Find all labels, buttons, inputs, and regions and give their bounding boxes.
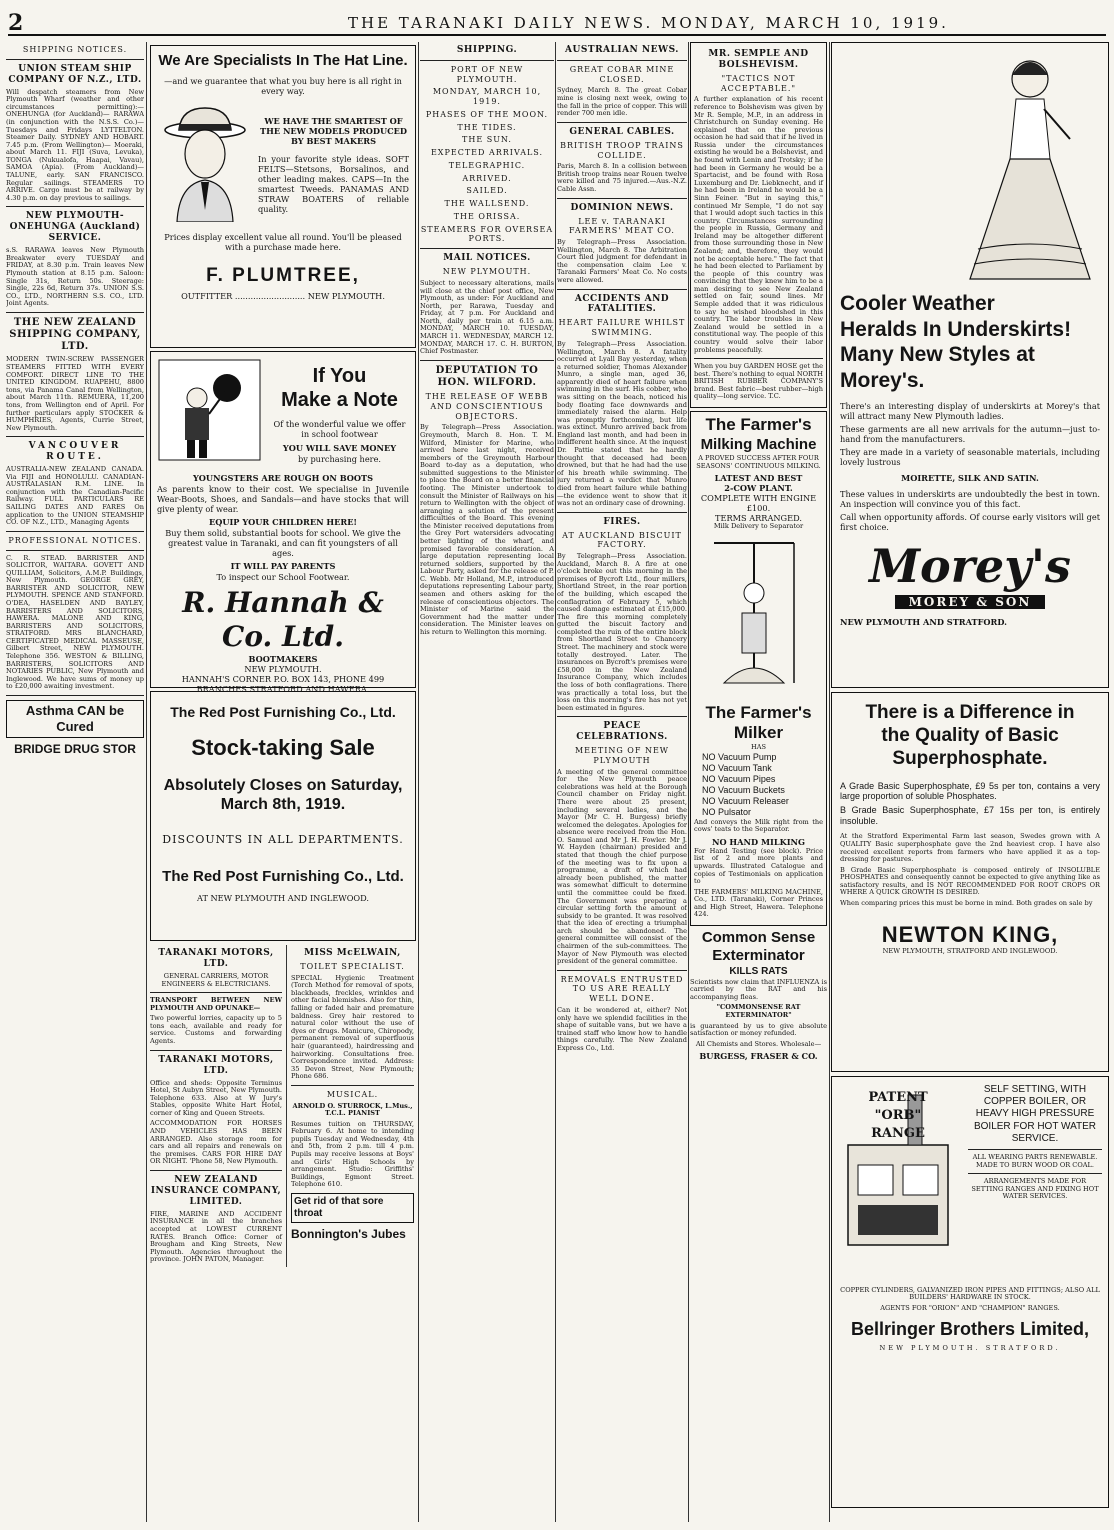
subhead: THE RELEASE OF WEBB AND CONSCIENTIOUS OBJECTORS. (425, 392, 549, 421)
ad-heading: EQUIP YOUR CHILDREN HERE! (208, 516, 358, 527)
subhead: HEART FAILURE WHILST SWIMMING. (558, 318, 686, 338)
ad-body: B Grade Basic Superphosphate, £7 15s per ton, is entirely insoluble. (840, 805, 1100, 827)
ad-body: To inspect our School Footwear. (216, 571, 350, 582)
ad-body: MODERN TWIN-SCREW PASSENGER STEAMERS FITTED WITH EVERY COMFORT. DIRECT LINE TO THE UNITED KINGDOM. RUAPEHU, 8800 tons, via Panama Canal from Wellington, about March 11th. REMUERA, 11,200 tons, from Wellington end of April. For further particulars apply STOCKER & HUMPHRIES, Agents, Currie Street, New Plymouth. (6, 355, 144, 432)
ad-body: Buy them solid, substantial boots for school. We give the greatest value in Taranaki, and can fit youngsters of all ages. (165, 527, 401, 558)
list-item: NO Pulsator (702, 806, 752, 817)
article-body: By Telegraph—Press Association. Wellington, March 8. The Arbitration Court filed judgment for defendant in the compensation claim Lee v. Taranaki Farmers' Meat Co. No costs were allowed. (557, 238, 687, 284)
ad-body: NEW PLYMOUTH. (244, 664, 322, 675)
section-head: GENERAL CABLES. (569, 126, 675, 137)
subhead: REMOVALS ENTRUSTED TO US ARE REALLY WELL DONE. (560, 974, 684, 1004)
subhead: THE ORISSA. (453, 211, 521, 221)
ad-body: All Chemists and Stores. Wholesale— (695, 1039, 822, 1048)
masthead (8, 6, 1106, 36)
section-head: MUSICAL. (326, 1089, 379, 1099)
ad-body: They are made in a variety of seasonable materials, including lovely lustrous (840, 447, 1100, 468)
ad-body: Two powerful lorries, capacity up to 5 tons each, available and ready for service. Customs and forwarding Agents. (150, 1014, 282, 1045)
ad-body: These values in underskirts are undoubtedly the best in town. An inspection will convince you of this fact. (840, 489, 1100, 510)
ad-heading: NO HAND MILKING (711, 836, 806, 847)
ad-body: For Hand Testing (see block). Price list of 2 and more plants and upwards. Illustrated Catalogue and copies of Testimonials on application to (694, 846, 823, 886)
ad-title: The Farmer's (705, 414, 812, 434)
ad-heading: YOUNGSTERS ARE ROUGH ON BOOTS (192, 472, 374, 483)
ad-heading: ARNOLD O. STURROCK, L.Mus., T.C.L. PIANIST (292, 1101, 413, 1118)
column-semple-farmers (690, 42, 827, 1522)
ad-body: FIRE, MARINE AND ACCIDENT INSURANCE in all the branches accepted at LOWEST CURRENT RATES. Branch Office: Corner of Brougham and King Streets, New Plymouth. Agencies throughout the province. JOHN PATON, Manager. (150, 1209, 282, 1264)
milker-feature-list (694, 752, 823, 818)
column-shipping-notices (6, 42, 144, 1522)
ad-footer: NEW PLYMOUTH. STRATFORD. (879, 1343, 1061, 1352)
ad-body: B Grade Basic Superphosphate is composed entirely of INSOLUBLE PHOSPHATES and consequently cannot be expected to give anything like as satisfactory results, and IS NOT RECOMMENDED FOR ROOT CROPS OR WHERE A QUICK GROWTH IS DESIRED. (840, 865, 1100, 897)
ad-body: When comparing prices this must be borne in mind. Both grades on sale by (840, 899, 1093, 908)
ad-body: Scientists now claim that INFLUENZA is carried by the RAT and his accompanying fleas. (690, 977, 827, 1001)
ad-heading: "COMMONSENSE RAT EXTERMINATOR" (716, 1003, 801, 1020)
article-body: Subject to necessary alterations, mails will close at the chief post office, New Plymouth, as under: For Auckland and North, per Rarawa, Tuesday and Friday, at 7 p.m. For Auckland and North, daily per train at 6.15 a.m. MONDAY, MARCH 10. TUESDAY, MARCH 11. WEDNESDAY, MARCH 12. MONDAY, MARCH 17. C. H. BURTON, Chief Postmaster. (420, 278, 554, 356)
ad-heading: Absolutely Closes on Saturday, (163, 776, 403, 794)
ad-title: Morey's. (840, 368, 925, 392)
column-shipping-news (420, 42, 554, 1522)
ad-body: Call when opportunity affords. Of course early visitors will get first choice. (840, 512, 1100, 533)
ad-body: ARRANGEMENTS MADE FOR SETTING RANGES AND FIXING HOT WATER SERVICES. (971, 1177, 1099, 1201)
ad-body: SPECIAL Hygienic Treatment (Torch Method for removal of spots, blackheads, freckles, wrinkles and other facial blemishes. Also for thin, falling or faded hair and premature baldness. Grey hair restored to natural color without the use of dyes or drugs. Manicure, Chiropody, permanent removal of superfluous hair (guaranteed), hairdressing and hairworking. Consultations free. Correspondence invited. Address: 35 Devon Street, New Plymouth; Phone 686. (291, 973, 414, 1081)
moreys-logo: Morey's (869, 539, 1071, 594)
ad-title: Bonnington's Jubes (291, 1227, 406, 1242)
orb-label: PATENT "ORB" RANGE (868, 1090, 928, 1142)
article-body: A meeting of the general committee for the New Plymouth peace celebrations was held at the Borough Council chamber on Friday night. There were about 25 present, including several ladies, and the Mayor (Mr C. H. Burgess) briefly welcomed the delegates. Apologies for absence were received from the Hon. O. Samuel and Mr J. H. Fowler. Mr J. W. Hayden (chairman) presided and stated that though the chief purpose of the meeting was to fix upon a programme, a draft of which had already been published, the matter was somewhat difficult to determine until the committee could be fixed. The Government was preparing a circular setting forth the amount of subsidy to be granted. It was resolved that the idea of erecting a triumphal arch should be abandoned. The general committee will consist of the chairmen of the sub-committees. The Mayor of New Plymouth was elected president of the general committee. (557, 767, 687, 966)
column-rule (829, 42, 830, 1522)
section-head: PEACE CELEBRATIONS. (576, 721, 668, 743)
ad-title: Get rid of that sore throat (291, 1193, 414, 1223)
ad-heading: YOU WILL SAVE MONEY (282, 442, 397, 453)
milking-machine-ad (690, 411, 827, 926)
ad-heading: MOIRETTE, SILK AND SATIN. (901, 473, 1039, 484)
boy-writing-illustration (157, 358, 262, 462)
taranaki-motors-ad (150, 945, 282, 1267)
article-body: By Telegraph—Press Association. Wellington, March 8. A fatality occurred at Lyall Bay yesterday, when a returned soldier, Thomas Alexander Munro, a single man, aged 36, apparently died of heart failure when swimming in the surf. His cobber, who was sitting on the beach, noticed his body floating face downwards and immediately raised the alarm. Help was promptly forthcoming, but life was extinct. Munro arrived back from England last month, and had been in indifferent health since. At the inquest Dr. Pattie stated that he hardly thought that deceased had been drowned, but that he had had the use of his breath while swimming. The jury returned a verdict that Munro died from heart failure while bathing—the evidence went to show that it was not an ordinary case of drowning. (557, 339, 687, 508)
column-rule (688, 42, 689, 1522)
subhead: NEW PLYMOUTH. (442, 267, 532, 277)
ad-body: In your favorite style ideas. SOFT FELTS—Stetsons, Borsalinos, and other leading makes. CAPS—In the smartest Tweeds. PANAMAS AND STRAW BOATERS of reliable quality. (258, 154, 409, 215)
subhead: GREAT COBAR MINE CLOSED. (569, 64, 675, 84)
ad-body: Prices display excellent value all round. You'll be pleased with a purchase made here. (164, 232, 402, 253)
ad-title: The Farmer's (705, 702, 812, 722)
underskirts-ad (831, 42, 1109, 688)
hat-ad (150, 45, 416, 348)
ad-title: MISS McELWAIN, (304, 948, 401, 958)
ad-heading: TOILET SPECIALIST. (300, 961, 405, 971)
ad-title: THE NEW ZEALAND SHIPPING COMPANY, LTD. (9, 316, 141, 353)
ad-title: Cooler Weather (840, 292, 995, 315)
section-head: DEPUTATION TO HON. WILFORD. (435, 364, 539, 388)
ad-heading: £100. (746, 503, 771, 514)
ad-title: the Quality of Basic (881, 725, 1059, 747)
subhead: BRITISH TROOP TRAINS COLLIDE. (560, 140, 684, 160)
ad-body: AUSTRALIA-NEW ZEALAND CANADA. Via FIJI and HONOLULU. CANADIAN-AUSTRALASIAN R.M. LINE. In conjunction with the Canadian-Pacific Railway. FULL PARTICULARS RE SAILING DATES AND FARES On application to the UNION STEAMSHIP CO. OF N.Z., LTD., Managing Agents (6, 465, 144, 527)
column-rule (146, 42, 147, 1522)
subhead: MONDAY, MARCH 10, 1919. (432, 87, 542, 107)
subhead: PORT OF NEW PLYMOUTH. (450, 64, 524, 84)
article-body: By Telegraph—Press Association. Greymouth, March 8. Hon. T. M. Wilford, Minister for Marine, who arrived here last night, received members of the Greymouth Harbour Board to-day as a deputation, who submitted suggestions to the Minister to place the Board on a better financial footing. The Minister undertook to consult the Minister of Railways on his return to Wellington with the object of arranging a solution of the present difficulties of the Board. This evening the Minister received deputations from the Grey Port watersiders advocating better lighting of the wharf, and promised favorable consideration. A large deputation representing local returned soldiers, supported by the Labour Party, asked for the release of P. C. Webb. Mr Holland, M.P., introduced deputations representing Labour party, seamen and others asking for the release of conscientious objectors. The Minister of Marine said the Government had the matter under consideration. The Minister leaves on his return to Wellington this morning. (420, 423, 554, 636)
ad-body: Of the wonderful value we offer in school footwear (273, 418, 406, 439)
subhead: ARRIVED. (462, 173, 512, 183)
man-in-hat-illustration (157, 102, 252, 222)
section-head: MR. SEMPLE AND BOLSHEVISM. (708, 49, 809, 70)
orb-range-ad (831, 1076, 1109, 1508)
ad-title: We Are Specialists In The Hat Line. (158, 52, 408, 69)
ad-title: TARANAKI MOTORS, LTD. (158, 1054, 274, 1076)
hannah-logo: R. Hannah & Co. Ltd. (182, 585, 384, 653)
school-footwear-ad (150, 351, 416, 695)
ad-footer: NEW PLYMOUTH, STRATFORD AND INGLEWOOD. (882, 947, 1058, 956)
ad-title: The Red Post Furnishing Co., Ltd. (162, 868, 404, 886)
ad-body: by purchasing here. (297, 453, 382, 464)
subhead: THE TIDES. (457, 122, 517, 132)
ad-title: NEW ZEALAND INSURANCE COMPANY, LIMITED. (150, 1174, 282, 1207)
ad-footer: OUTFITTER ........................... NEW PLYMOUTH. (181, 291, 385, 302)
semple-article (690, 42, 827, 408)
ad-heading: DISCOUNTS IN ALL DEPARTMENTS. (162, 832, 404, 846)
subhead: TELEGRAPHIC. (448, 160, 526, 170)
ad-body: At the Stratford Experimental Farm last season, Swedes grown with A QUALITY Basic superphosphate gave the 2nd heaviest crop. I have also received excellent reports from farmers who have applied it as a top-dressing for pastures. (840, 832, 1100, 864)
milking-machine-diagram (694, 533, 823, 703)
subhead: MEETING OF NEW PLYMOUTH (574, 746, 669, 765)
ad-title: Many New Styles at (840, 343, 1035, 367)
subhead: PHASES OF THE MOON. (425, 109, 549, 119)
subhead: EXPECTED ARRIVALS. (430, 148, 544, 158)
list-item: NO Vacuum Pipes (702, 773, 776, 784)
section-head: FIRES. (603, 516, 641, 527)
ad-title: Heralds In Underskirts! (840, 317, 1072, 341)
subhead: SAILED. (466, 186, 508, 196)
ad-heading: KILLS RATS (729, 965, 788, 977)
ad-title: TARANAKI MOTORS, LTD. (158, 948, 274, 969)
ad-title: If You (312, 365, 367, 387)
ad-body: s.S. RARAWA leaves New Plymouth Breakwater every TUESDAY and FRIDAY, at 8.30 p.m. Train leaves New Plymouth station at 8.15 p.m. Saloon: Single 31s, Return 50s. Steerage: Single, 22s 6d, Return 37s. UNION S.S. CO., LTD., NORTHERN S.S. CO., LTD. Joint Agents. (6, 246, 144, 308)
ad-title: Exterminator (712, 947, 805, 965)
article-body: Sydney, March 8. The great Cobar mine is closing next week, owing to the fall in the price of copper. This will render 700 men idle. (557, 86, 687, 118)
ad-title: The Red Post Furnishing Co., Ltd. (170, 704, 396, 720)
ad-body: is guaranteed by us to give absolute satisfaction or money refunded. (690, 1021, 827, 1038)
column-rule (555, 42, 556, 1522)
list-item: NO Vacuum Releaser (702, 795, 789, 806)
subhead: THE SUN. (462, 135, 512, 145)
ad-heading: 2-COW PLANT. (724, 483, 793, 494)
ad-body: When you buy GARDEN HOSE get the best. There's nothing to equal NORTH BRITISH RUBBER COMPANY'S brand. Best fabric—best rubber—high quality—long service. T.C. (694, 362, 823, 401)
list-item: NO Vacuum Buckets (702, 784, 785, 795)
ad-body: There's an interesting display of underskirts at Morey's that will attract many New Plymouth ladies. (840, 401, 1100, 422)
shop-name: F. PLUMTREE, (206, 265, 360, 287)
ad-heading: IT WILL PAY PARENTS (230, 560, 336, 571)
ad-heading: TERMS ARRANGED. (715, 513, 802, 524)
ad-body: These garments are all new arrivals for the autumn—just to-hand from the manufacturers. (840, 424, 1100, 445)
ad-heading: COMPLETE WITH ENGINE (700, 493, 817, 504)
column-display-ads (831, 42, 1109, 1522)
ad-body: GENERAL CARRIERS, MOTOR ENGINEERS & ELECTRICIANS. (161, 971, 271, 988)
ad-body: THE FARMERS' MILKING MACHINE, Co., LTD. (Taranaki), Corner Princes and High Street, Hawera. Telephone 424. (694, 887, 823, 919)
shop-name: NEWTON KING, (881, 921, 1059, 947)
ad-title: Milker (733, 723, 784, 743)
ad-body: BRANCHES STRATFORD AND HAWERA. (196, 684, 370, 695)
section-head: AUSTRALIAN NEWS. (565, 45, 679, 55)
ad-body: Office and sheds: Opposite Terminus Hotel, St Aubyn Street, New Plymouth. Telephone 633. Also at W Jury's Stables, opposite White Hart Hotel, corner of King and Queen Streets. (150, 1078, 282, 1117)
section-head: ACCIDENTS AND FATALITIES. (574, 293, 670, 315)
column-ads (150, 42, 416, 1522)
ad-heading: LATEST AND BEST (714, 473, 803, 484)
ad-body: AGENTS FOR "ORION" AND "CHAMPION" RANGES. (880, 1303, 1060, 1312)
ad-body: HANNAH'S CORNER P.O. BOX 143, PHONE 499 (181, 674, 385, 685)
ad-body: C. R. STEAD. BARRISTER AND SOLICITOR, WAITARA. GOVETT AND QUILLIAM, Solicitors, A.M.P. Buildings, New Plymouth. GEORGE GREY, BARRISTER AND SOLICITOR, NEW PLYMOUTH. SPENCE AND STANFORD. O'DEA, HASELDEN AND BAYLEY, BARRISTERS AND SOLICITORS, HAWERA. MALONE AND KING, BARRISTERS AND SOLICITORS, STRATFORD. MRS BLANCHARD, CERTIFICATED MEDICAL MASSEUSE, Gilbert Street, NEW PLYMOUTH. Telephone 356. WESTON & BILLING, BARRISTERS, SOLICITORS AND NOTARIES PUBLIC, New Plymouth and Inglewood. We have sums of money up to £20,000 awaiting investment. (6, 553, 144, 691)
ad-body: And conveys the Milk right from the cows' teats to the Separator. (694, 817, 823, 834)
section-head: MAIL NOTICES. (443, 253, 531, 264)
section-head: DOMINION NEWS. (570, 202, 674, 213)
lower-ads (150, 945, 416, 1267)
ad-heading: BY BEST MAKERS (291, 136, 376, 147)
ad-title: Make a Note (281, 389, 398, 412)
shop-name: Bellringer Brothers Limited, (850, 1318, 1090, 1339)
mcelwain-ad (286, 945, 414, 1267)
column-rule (418, 42, 419, 1522)
section-head: SHIPPING. (456, 45, 518, 55)
ad-title: Common Sense (701, 928, 816, 946)
section-head: PROFESSIONAL NOTICES. (8, 535, 142, 545)
ad-body: COPPER CYLINDERS, GALVANIZED IRON PIPES AND FITTINGS; ALSO ALL BUILDERS' HARDWARE IN STOCK. (840, 1285, 1100, 1302)
list-item: NO Vacuum Tank (702, 762, 772, 773)
ad-title: Superphosphate. (892, 748, 1048, 770)
subhead: THE WALLSEND. (444, 199, 530, 209)
ad-body: ALL WEARING PARTS RENEWABLE. MADE TO BURN WOOD OR COAL. (972, 1152, 1098, 1169)
section-head: SHIPPING NOTICES. (22, 45, 128, 54)
rat-exterminator-ad (690, 929, 827, 1061)
column-news (557, 42, 687, 1522)
red-post-ad (150, 691, 416, 941)
ad-body: Resumes tuition on THURSDAY, February 6. At home to intending pupils Tuesday and Wednesday, 4th and 5th, from 2 p.m. till 4 p.m. Pupils may receive lessons at Boys' and Girls' High Schools by arrangement. Studio: Griffiths' Buildings, Egmont Street. Telephone 610. (291, 1119, 414, 1189)
ad-title: NEW PLYMOUTH-ONEHUNGA (Auckland) SERVICE. (9, 211, 141, 244)
ad-title: UNION STEAM SHIP COMPANY OF N.Z., LTD. (8, 63, 142, 85)
ad-body: ACCOMMODATION FOR HORSES AND VEHICLES HAS BEEN ARRANGED. Also storage room for cars and all repairs and renewals on the premises. CARS FOR HIRE DAY OR NIGHT. 'Phone 58, New Plymouth. (150, 1119, 282, 1166)
list-item: NO Vacuum Pump (702, 751, 777, 762)
ad-heading: THE NEW MODELS PRODUCED (260, 126, 407, 137)
ad-body: SELF SETTING, WITH COPPER BOILER, OR HEAVY HIGH PRESSURE BOILER FOR HOT WATER SERVICE. (973, 1084, 1097, 1144)
article-body: Can it be wondered at, either? Not only have we splendid facilities in the shape of suitable vans, but we have a trained staff who know how to handle things carefully. The New Zealand Express Co., Ltd. (557, 1005, 687, 1052)
subhead: LEE v. TARANAKI FARMERS' MEAT CO. (569, 216, 675, 236)
article-body: A further explanation of his recent reference to Bolshevism was given by Mr R. Semple, M.P., in an address in Christchurch on Sunday evening. He explained that on the previous occasion he had said that if he lived in Russia under the circumstances existing he would be a Bolshevist, and he found with Lenin and Trotsky; if he had been in Germany he would be a Spartacist, and be found with Rosa Luxemburg and Dr. Liebknecht, and if he had been in Ireland he would be a Sinn Feiner. "But in saying this," continued Mr Semple, "I do not say that I would adopt such tactics in this country. Circumstances surrounding the people in Russia, Germany and Ireland may be altogether different from those surrounding those in New Zealand; and, therefore, they would not be acceptable here." The fact that he had been elected to Parliament by the people of this country was convincing that they knew him to be a man desiring to see New Zealand settled on fair, sound lines. Mr Semple added that it was ridiculous to say he wished bloodshed in this country. The labor troubles in New Zealand would be settled in a constitutional way. The people of this country would solve their labor problems peacefully. (694, 95, 823, 354)
article-body: By Telegraph—Press Association. Auckland, March 8. A fire at one o'clock broke out this morning in the premises of Bycroft Ltd., flour millers, Shortland Street, in the rear portion of the building, which escaped the conflagration of February 5, which caused damage estimated at £15,000. The fire this morning completely gutted the biscuit factory and completed the ruin of the entire block from Shortland Street to Chancery Street. The machinery and stock were totally destroyed. Later. The insurances on Bycroft's premises were £58,000 in the New Zealand Insurance Company, which includes the loss of both conflagrations. There was practically a total loss, but the loss on this morning's fire has not yet been estimated in figures. (557, 552, 687, 712)
subhead: AT AUCKLAND BISCUIT FACTORY. (562, 530, 682, 550)
ad-body: A Grade Basic Superphosphate, £9 5s per ton, contains a very large proportion of soluble Phosphates. (840, 780, 1100, 802)
newspaper-title: THE TARANAKI DAILY NEWS. MONDAY, MARCH 10, 1919. (348, 14, 949, 32)
article-body: Paris, March 8. In a collision between British troop trains near Rouen twelve were killed and 75 injured.—Aus.-N.Z. Cable Assn. (557, 162, 687, 193)
ad-heading: BURGESS, FRASER & CO. (699, 1051, 818, 1062)
ad-body: A PROVED SUCCESS AFTER FOUR SEASONS' CONTINUOUS MILKING. (696, 454, 821, 470)
ad-title: VANCOUVER ROUTE. (28, 441, 122, 463)
ad-body: As parents know to their cost. We specialise in Juvenile Wear-Boots, Shoes, and Sandals—and have stocks that will give plenty of wear. (157, 483, 409, 514)
ad-body: —and we guarantee that what you buy here is all right in every way. (164, 76, 402, 97)
ad-heading: WE HAVE THE SMARTEST OF (264, 116, 403, 127)
ad-footer: AT NEW PLYMOUTH AND INGLEWOOD. (196, 892, 370, 903)
subhead: STEAMERS FOR OVERSEA PORTS. (420, 224, 554, 244)
ad-body: Milk Delivery to Separator (713, 522, 804, 531)
ad-heading: TRANSPORT BETWEEN NEW PLYMOUTH AND OPUNAKE— (150, 996, 282, 1012)
ad-title: Milking Machine (700, 435, 817, 453)
ad-title: Stock-taking Sale (191, 735, 375, 761)
ad-title: There is a Difference in (865, 702, 1075, 723)
ad-heading: BOOTMAKERS (248, 654, 318, 665)
ad-footer: NEW PLYMOUTH AND STRATFORD. (840, 617, 1008, 628)
page-number: 2 (8, 10, 24, 36)
subhead: "TACTICS NOT ACCEPTABLE." (720, 73, 797, 93)
moreys-banner: MOREY & SON (895, 595, 1045, 610)
ad-heading: March 8th, 1919. (220, 796, 346, 814)
ad-title: Asthma CAN be Cured (6, 700, 144, 738)
ad-body: HAS (750, 743, 767, 752)
ad-title: BRIDGE DRUG STOR (14, 741, 136, 756)
ad-body: Will despatch steamers from New Plymouth Wharf (weather and other circumstances permitting):— ONEHUNGA (for Auckland)— RARAWA (in conjunction with the N.S.S. Co.)—Tuesdays and Fridays LYTTELTON. Steamer Daily. SYDNEY AND HOBART. 7.45 p.m. (From Wellington)— Moeraki, about March 11. FIJI (Suva, Levuka), TONGA (Nukualofa, Haapai, Vavau), SAMOA (Apia). (From Auckland)— TALUNE, early. SAN FRANCISCO. Regular sailings. STEAMERS TO ARRIVE. Cargo must be at railway by 4.30 p.m. on day previous to sailings. (6, 87, 144, 202)
woman-illustration (950, 49, 1100, 284)
superphosphate-ad (831, 692, 1109, 1072)
